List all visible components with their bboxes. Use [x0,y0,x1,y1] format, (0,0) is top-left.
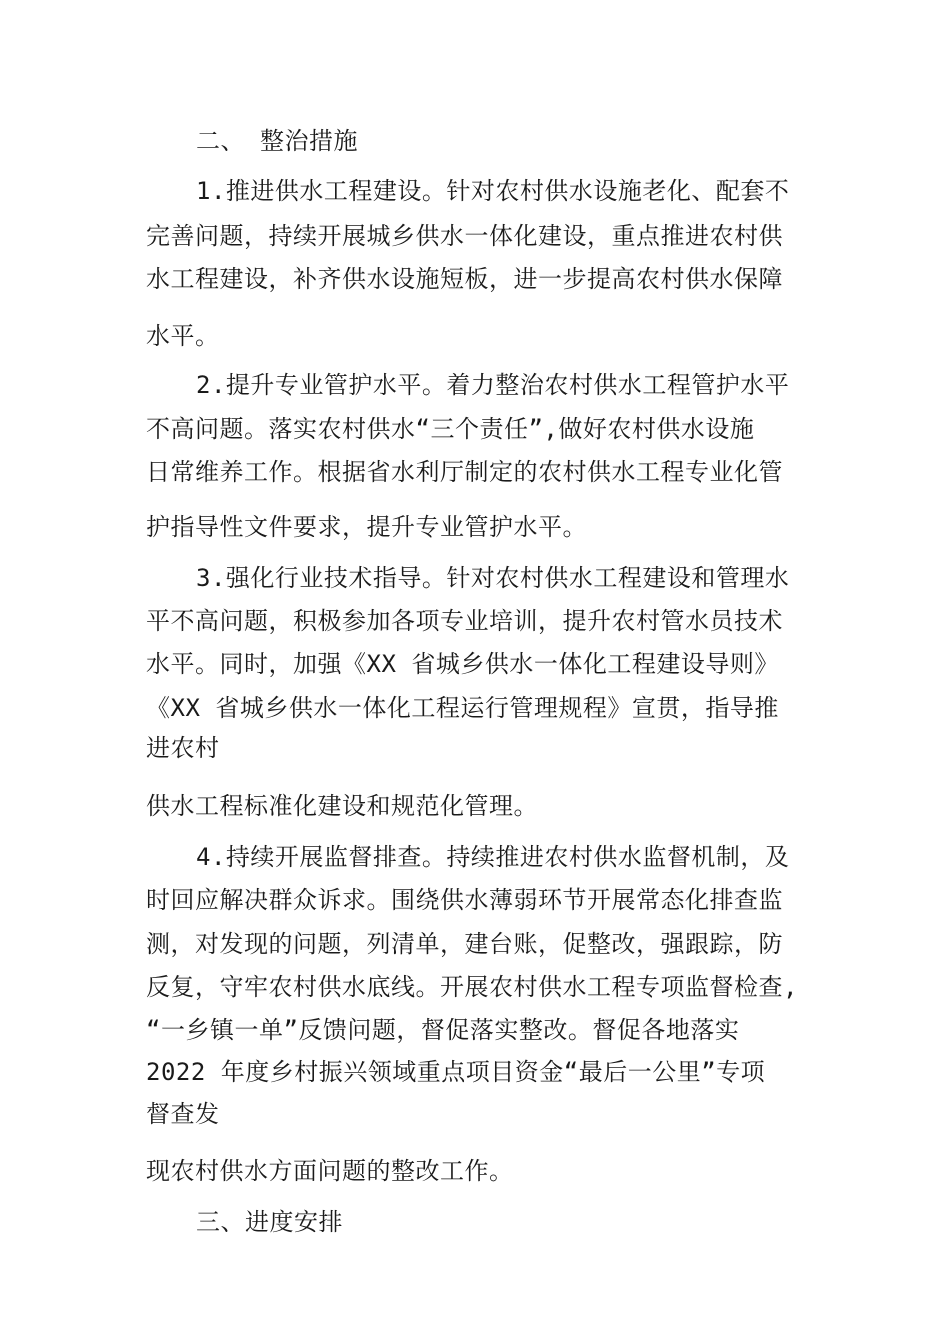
item-4-line-3: 测，对发现的问题，列清单，建台账，促整改，强跟踪，防 [146,930,783,958]
item-3-line-5: 进农村 [146,734,220,762]
item-2-line-2: 不高问题。落实农村供水“三个责任”,做好农村供水设施 [146,415,755,443]
item-4-line-2: 时回应解决群众诉求。围绕供水薄弱环节开展常态化排查监 [146,886,783,914]
item-3-line-4: 《XX 省城乡供水一体化工程运行管理规程》宣贯，指导推 [146,694,779,722]
item-3-line-1: 3.强化行业技术指导。针对农村供水工程建设和管理水 [196,564,790,592]
item-1-line-4: 水平。 [146,322,220,350]
item-2-line-1: 2.提升专业管护水平。着力整治农村供水工程管护水平 [196,371,790,399]
section-heading-schedule: 三、进度安排 [196,1208,343,1236]
item-3-line-6: 供水工程标准化建设和规范化管理。 [146,792,538,820]
item-3-line-3: 水平。同时，加强《XX 省城乡供水一体化工程建设导则》 [146,650,779,678]
item-3-line-2: 平不高问题，积极参加各项专业培训，提升农村管水员技术 [146,607,783,635]
item-1-line-2: 完善问题，持续开展城乡供水一体化建设，重点推进农村供 [146,222,783,250]
item-4-line-1: 4.持续开展监督排查。持续推进农村供水监督机制，及 [196,843,790,871]
item-2-line-3: 日常维养工作。根据省水利厅制定的农村供水工程专业化管 [146,458,783,486]
section-heading-measures: 二、 整治措施 [196,127,358,155]
item-4-line-6: 2022 年度乡村振兴领域重点项目资金“最后一公里”专项 [146,1058,766,1086]
item-1-line-1: 1.推进供水工程建设。针对农村供水设施老化、配套不 [196,177,790,205]
item-4-line-8: 现农村供水方面问题的整改工作。 [146,1157,514,1185]
item-1-line-3: 水工程建设，补齐供水设施短板，进一步提高农村供水保障 [146,265,783,293]
item-2-line-4: 护指导性文件要求，提升专业管护水平。 [146,513,587,541]
item-4-line-4: 反复，守牢农村供水底线。开展农村供水工程专项监督检查, [146,973,798,1001]
item-4-line-5: “一乡镇一单”反馈问题，督促落实整改。督促各地落实 [146,1016,740,1044]
item-4-line-7: 督查发 [146,1100,220,1128]
